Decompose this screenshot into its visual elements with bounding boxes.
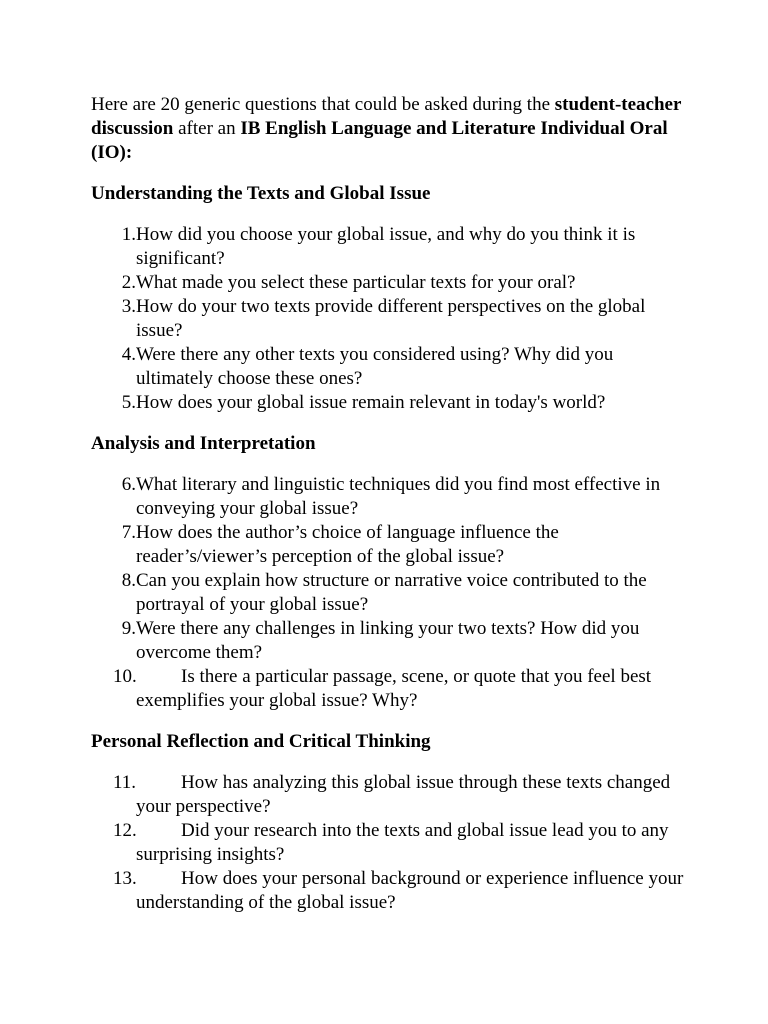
question-number: 11. (113, 772, 137, 793)
question-item (91, 867, 691, 915)
question-text: Did your research into the texts and global issue lead you to any surprising insights? (136, 820, 669, 865)
question-text: How does your global issue remain relevant in today's world? (136, 392, 606, 413)
question-number: 6. (121, 474, 136, 495)
question-number: 13. (113, 868, 137, 889)
question-item (91, 295, 691, 343)
question-item (91, 617, 691, 665)
section-heading: Understanding the Texts and Global Issue (91, 183, 431, 204)
question-number: 8. (121, 570, 136, 591)
question-item (91, 473, 691, 521)
question-list (91, 771, 691, 915)
intro-bold-2: IB English Language and Literature Individual Oral (IO): (91, 118, 668, 163)
question-item (91, 391, 691, 415)
question-list (91, 223, 691, 415)
question-item (91, 521, 691, 569)
question-text: How did you choose your global issue, and why do you think it is significant? (136, 224, 636, 269)
intro-bold-1: student-teacher discussion (91, 94, 682, 139)
question-item (91, 343, 691, 391)
question-text: What literary and linguistic techniques did you find most effective in conveying your global issue? (136, 474, 661, 519)
section-heading: Analysis and Interpretation (91, 433, 316, 454)
question-number: 9. (121, 618, 136, 639)
question-item (91, 223, 691, 271)
question-item (91, 819, 691, 867)
question-text: How does your personal background or experience influence your understanding of the global issue? (136, 868, 684, 913)
question-number: 12. (113, 820, 137, 841)
question-item (91, 665, 691, 713)
question-list (91, 473, 691, 713)
question-text: What made you select these particular texts for your oral? (136, 272, 576, 293)
question-text: How has analyzing this global issue through these texts changed your perspective? (136, 772, 671, 817)
question-text: Is there a particular passage, scene, or quote that you feel best exemplifies your global issue? Why? (136, 666, 652, 711)
section-heading: Personal Reflection and Critical Thinking (91, 731, 431, 752)
question-item (91, 271, 691, 295)
question-number: 2. (121, 272, 136, 293)
question-number: 4. (121, 344, 136, 365)
question-number: 7. (121, 522, 136, 543)
question-number: 10. (113, 666, 137, 687)
question-item (91, 569, 691, 617)
question-number: 3. (121, 296, 136, 317)
question-text: How do your two texts provide different perspectives on the global issue? (136, 296, 646, 341)
document-page (91, 93, 691, 915)
question-text: Can you explain how structure or narrative voice contributed to the portrayal of your global issue? (136, 570, 647, 615)
question-text: How does the author’s choice of language influence the reader’s/viewer’s perception of the global issue? (136, 522, 559, 567)
intro-text-2: after an (173, 118, 241, 139)
question-item (91, 771, 691, 819)
intro-paragraph (91, 93, 691, 165)
question-text: Were there any challenges in linking your two texts? How did you overcome them? (136, 618, 640, 663)
question-text: Were there any other texts you considered using? Why did you ultimately choose these ones? (136, 344, 614, 389)
question-number: 1. (121, 224, 136, 245)
question-number: 5. (121, 392, 136, 413)
intro-text-1: Here are 20 generic questions that could be asked during the (91, 94, 555, 115)
